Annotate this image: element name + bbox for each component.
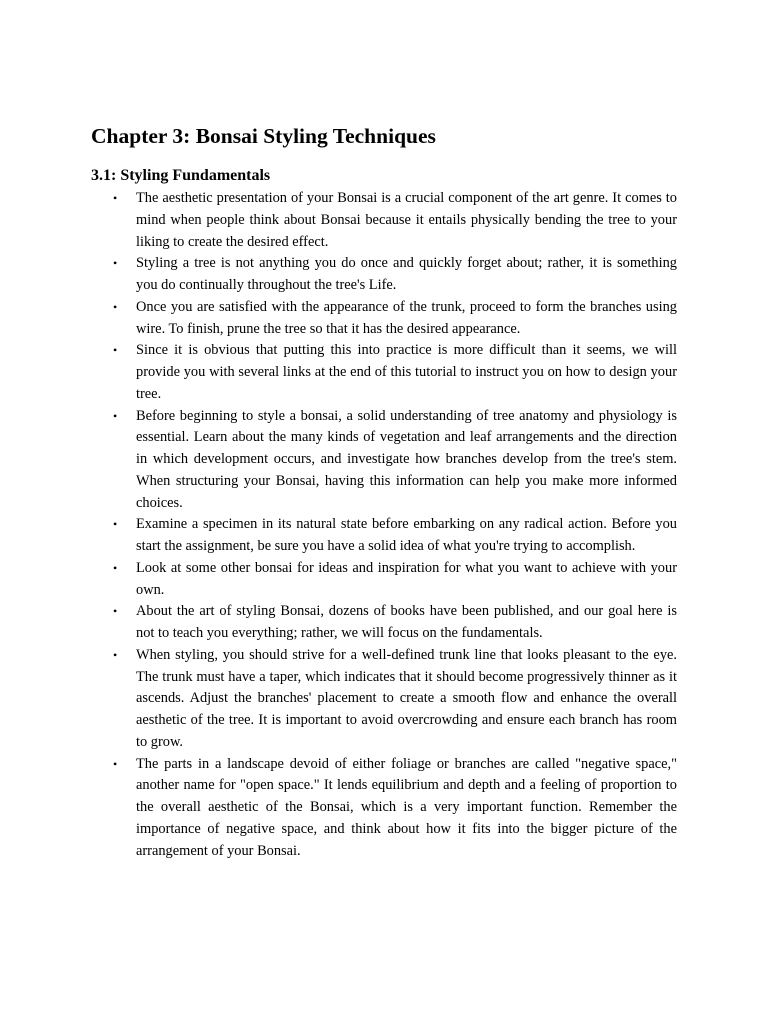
chapter-title: Chapter 3: Bonsai Styling Techniques [91,124,436,148]
list-item [0,188,768,253]
list-item [0,340,768,405]
bullet-icon: • [113,191,118,205]
list-item-text: Examine a specimen in its natural state before embarking on any radical action. Before you start the assignment, be sure you have a solid idea of what you're trying to accomplish. [136,516,677,554]
list-item [0,558,768,602]
list-item-text: The parts in a landscape devoid of either foliage or branches are called "negative space," another name for "open space." It lends equilibrium and depth and a feeling of proportion to the overall aesthetic of the Bonsai, which is a very important function. Remember the importance of negative space, and think about how it fits into the bigger picture of the arrangement of your Bonsai. [136,755,677,859]
list-item [0,297,768,341]
section-heading: 3.1: Styling Fundamentals [91,167,271,184]
bullet-icon: • [113,604,118,619]
bullet-list [0,188,768,862]
list-item-text: Once you are satisfied with the appearance of the trunk, proceed to form the branches using wire. To finish, prune the tree so that it has the desired appearance. [136,298,677,337]
bullet-icon: • [113,408,118,423]
list-item [0,754,768,863]
bullet-icon: • [113,343,118,358]
list-item [0,253,768,297]
list-item [0,406,768,515]
list-item [0,514,768,558]
list-item-text: About the art of styling Bonsai, dozens of books have been published, and our goal here is not to teach you everything; rather, we will focus on the fundamentals. [136,603,677,641]
bullet-icon: • [113,647,118,662]
list-item [0,645,768,754]
list-item-text: When styling, you should strive for a well-defined trunk line that looks pleasant to the eye. The trunk must have a taper, which indicates that it should become progressively thinner as it ascends. Adjust the branches' placement to create a smooth flow and enhance the overall aesthetic of the tree. It is important to avoid overcrowding and ensure each branch has room to grow. [136,646,677,750]
bullet-icon: • [113,560,118,575]
list-item-text: The aesthetic presentation of your Bonsai is a crucial component of the art genre. It comes to mind when people think about Bonsai because it entails physically bending the tree to your liking to create the desired effect. [136,190,677,250]
bullet-icon: • [113,517,118,532]
list-item-text: Look at some other bonsai for ideas and inspiration for what you want to achieve with your own. [136,559,677,598]
list-item-text: Before beginning to style a bonsai, a solid understanding of tree anatomy and physiology is essential. Learn about the many kinds of vegetation and leaf arrangements and the direction in which development occurs, and investigate how branches develop from the tree's stem. When structuring your Bonsai, having this information can help you make more informed choices. [136,407,677,511]
bullet-icon: • [113,256,118,271]
list-item-text: Styling a tree is not anything you do once and quickly forget about; rather, it is something you do continually throughout the tree's Life. [136,255,677,293]
list-item [0,601,768,645]
list-item-text: Since it is obvious that putting this into practice is more difficult than it seems, we will provide you with several links at the end of this tutorial to instruct you on how to design your tree. [136,342,677,402]
bullet-icon: • [113,756,118,771]
bullet-icon: • [113,299,118,314]
